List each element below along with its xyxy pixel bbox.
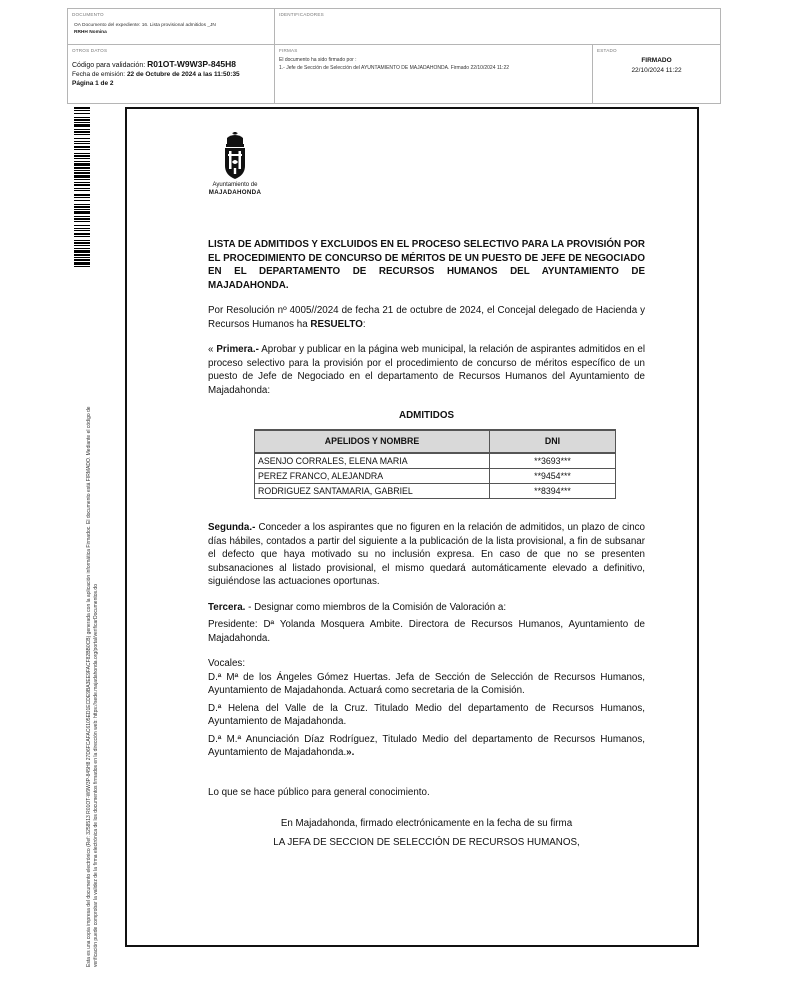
intro-text: Por Resolución nº 4005//2024 de fecha 21 de octubre de 2024, el Concejal delegado de Hacienda y Recursos Humanos ha [208,305,645,330]
firmas-line1: El documento ha sido firmado por : [279,57,357,63]
segunda-label: Segunda.- [208,522,256,533]
side-text-line1: Esta es una copia impresa del documento electrónico (Ref: 3258513 R01OT-W9W3P-845H8 27D6FCAFAC6105ED1ECDE9BA3EE9FACF82BB0CB) generada con la aplicación informática Firmadoc. El documento está FIRMADO. Mediante el código de [86,406,92,967]
municipality-logo [203,132,267,202]
crest-icon [220,132,250,182]
admitidos-table [254,429,616,500]
admitidos-title: ADMITIDOS [399,410,454,421]
intro-paragraph [208,304,645,331]
segunda-text: Conceder a los aspirantes que no figuren en la relación de admitidos, un plazo de cinco días hábiles, contados a partir del siguiente a la publicación de la lista provisional, a fin de subsanar el defecto que haya motivado su no inclusión expresa. En caso de que no se presenten subsanaciones al listado provisional, el mismo quedará automáticamente elevado a definitivo, siguiéndose las actuaciones oportunas. [208,522,645,587]
document-body [208,238,645,849]
table-header-row [255,430,616,454]
intro-resuelto: RESUELTO [310,318,363,330]
documento-label: DOCUMENTO [72,12,104,17]
primera-paragraph [208,343,645,397]
tercera-paragraph [208,601,645,615]
otros-datos-label: OTROS DATOS [72,48,108,53]
emission-date-prefix: Fecha de emisión: [72,71,126,78]
firmas-line2: 1.- Jefe de Sección de Selección del AYUNTAMIENTO DE MAJADAHONDA. Firmado 22/10/2024 11:22 [279,65,510,71]
vocal1-paragraph: D.ª Mª de los Ángeles Gómez Huertas. Jefa de Sección de Selección de Recursos Humanos, Ayuntamiento de Majadahonda. Actuará como secretaria de la Comisión. [208,671,645,696]
side-verification-text [86,297,100,967]
applicant-name: ASENJO CORRALES, ELENA MARIA [255,453,490,469]
estado-label: ESTADO [597,48,617,53]
identificadores-cell [275,9,720,45]
barcode [74,107,90,271]
applicant-name: RODRIGUEZ SANTAMARIA, GABRIEL [255,484,490,499]
logo-line2: MAJADAHONDA [208,189,262,196]
primera-label: Primera.- [216,344,259,355]
validation-code-value: R01OT-W9W3P-845H8 [147,59,236,69]
applicant-name: PEREZ FRANCO, ALEJANDRA [255,469,490,484]
vocales-label: Vocales: [208,658,246,669]
emission-date [72,71,240,78]
validation-code [72,59,236,69]
vocal3-text: D.ª M.ª Anunciación Díaz Rodríguez, Titulado Medio del departamento de Recursos Humanos, Ayuntamiento de Majadahonda. [208,733,645,758]
vocal3-paragraph [208,733,645,760]
identificadores-label: IDENTIFICADORES [279,12,324,17]
documento-line1: OA Documento del expediente: 16. Lista provisional admitidos _JN [74,23,216,28]
tercera-text: - Designar como miembros de la Comisión de Valoración a: [245,601,507,613]
estado-status: FIRMADO [641,57,672,64]
document-title: LISTA DE ADMITIDOS Y EXCLUIDOS EN EL PROCESO SELECTIVO PARA LA PROVISIÓN POR EL PROCEDIMIENTO DE CONCURSO DE MÉRITOS DE UN PUESTO DE JEFE DE NEGOCIADO EN EL DEPARTAMENTO DE RECURSOS HUMANOS DEL AYUNTAMIENTO DE MAJADAHONDA. [208,239,645,291]
intro-end: : [362,318,366,330]
primera-open: « [208,344,217,355]
logo-line1: Ayuntamiento de [212,182,258,188]
tercera-label: Tercera. [208,601,246,613]
applicant-dni: **8394*** [490,484,616,499]
barcode-bar [74,267,90,269]
column-header-dni: DNI [490,430,616,454]
documento-cell [68,9,275,45]
side-text-line2: verificación puede comprobar la validez de la firma electrónica de los documentos firmados en la dirección web: https://sede.majadahonda.org/portal/verificarDocumentos.do [93,584,99,967]
estado-date: 22/10/2024 11:22 [631,67,682,74]
firmas-label: FIRMAS [279,48,298,53]
validation-code-prefix: Código para validación: [72,62,146,69]
signature-line2: LA JEFA DE SECCION DE SELECCIÓN DE RECURSOS HUMANOS, [273,836,580,848]
emission-date-value: 22 de Octubre de 2024 a las 11:50:35 [126,71,240,78]
document-header [67,8,721,104]
page-counter: Página 1 de 2 [72,80,114,87]
table-row [255,484,616,499]
otros-datos-cell [68,45,275,103]
applicant-dni: **9454*** [490,469,616,484]
vocal3-close: ». [346,747,355,758]
estado-cell [593,45,720,103]
column-header-name: APELIDOS Y NOMBRE [255,430,490,454]
firmas-cell [275,45,593,103]
signature-line1: En Majadahonda, firmado electrónicamente en la fecha de su firma [280,818,573,829]
primera-text: Aprobar y publicar en la página web municipal, la relación de aspirantes admitidos en el proceso selectivo para la provisión por el procedimiento de concurso de méritos específico de un puesto de Jefe de Negociado en el departamento de Recursos Humanos del Ayuntamiento de Majadahonda: [208,344,645,396]
applicant-dni: **3693*** [490,453,616,469]
documento-line2: RRHH Nomina [74,30,107,35]
table-row [255,453,616,469]
segunda-paragraph [208,521,645,589]
presidente-paragraph: Presidente: Dª Yolanda Mosquera Ambite. Directora de Recursos Humanos, Ayuntamiento de Majadahonda. [208,619,645,644]
vocal2-paragraph: D.ª Helena del Valle de la Cruz. Titulado Medio del departamento de Recursos Humanos, Ayuntamiento de Majadahonda. [208,702,645,727]
table-row [255,469,616,484]
publico-paragraph: Lo que se hace público para general conocimiento. [208,786,430,798]
